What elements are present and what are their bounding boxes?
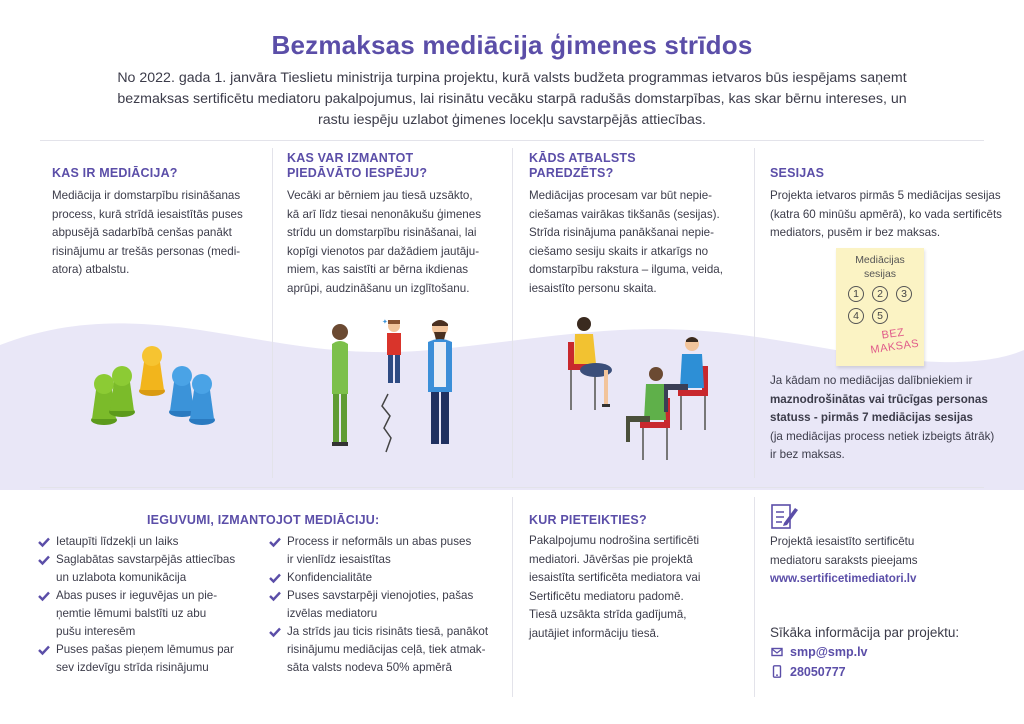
phone-number[interactable]: 28050777 (790, 665, 846, 679)
divider-col1 (272, 148, 273, 478)
benefits-list-right (269, 533, 488, 677)
check-icon (269, 536, 281, 548)
check-icon (38, 590, 50, 602)
col2-heading: KAS VAR IZMANTOT PIEDĀVĀTO IESPĒJU? (287, 151, 428, 180)
note-title-line-1: Mediācijas (855, 254, 905, 266)
info-heading: Sīkāka informācija par projektu: (770, 625, 960, 640)
session-number: 3 (896, 286, 912, 302)
list-item: Ietaupīti līdzekļi un laiks (38, 533, 235, 551)
col4-text-2: Ja kādam no mediācijas dalībniekiem ir maznodrošinātas vai trūcīgas personas statuss - pirmās 7 mediācijas sesijas (ja mediācijas process netiek izbeigts ātrāk) ir bez maksas. (770, 374, 995, 461)
phone-row (770, 665, 846, 679)
mediators-list-link[interactable]: www.sertificetimediatori.lv (770, 572, 917, 585)
divider-bottom-1 (512, 497, 513, 697)
benefits-list-left (38, 533, 235, 677)
list-item: Ja strīds jau ticis risināts tiesā, panākot risinājumu mediācijas ceļā, tiek atmak- sāta valsts nodeva 50% apmērā (269, 623, 488, 677)
col1-text: Mediācija ir domstarpību risināšanas process, kurā strīdā iesaistītās puses abpusējā sadarbībā cenšas panākt risinājumu ar trešās personas (medi- atora) atbalstu. (52, 189, 243, 276)
game-pieces-illustration (82, 340, 232, 432)
blue-piece-1 (169, 366, 195, 417)
envelope-icon (770, 647, 784, 657)
session-number: 4 (848, 308, 864, 324)
check-icon (38, 644, 50, 656)
session-number: 5 (872, 308, 888, 324)
page-title: Bezmaksas mediācija ģimenes strīdos (271, 30, 753, 60)
check-icon (269, 590, 281, 602)
list-item: Saglabātas savstarpējās attiecības un uzlabota komunikācija (38, 551, 235, 587)
email-row (770, 645, 868, 659)
blue-piece-2 (189, 374, 215, 425)
yellow-piece (139, 346, 165, 396)
document-pen-icon (770, 503, 800, 531)
check-icon (38, 536, 50, 548)
person-green (626, 367, 666, 442)
session-number: 2 (872, 286, 888, 302)
person-yellow (574, 317, 612, 407)
email-link[interactable]: smp@smp.lv (790, 645, 868, 659)
col2-text: Vecāki ar bērniem jau tiesā uzsākto, kā arī līdz tiesai nenonākušu ģimenes strīdu un domstarpību risināšanai, lai kopīgi vienotos par dažādiem jautāju- miem, kas saistīti ar bērna ikdienas aprūpi, audzināšanu un izglītošanu. (287, 189, 481, 295)
check-icon (269, 572, 281, 584)
divider-top (40, 140, 984, 141)
father-figure (428, 320, 452, 444)
free-stamp: BEZ MAKSAS (869, 326, 920, 357)
list-item: Puses savstarpēji vienojoties, pašas izvēlas mediatoru (269, 587, 488, 623)
list-item: Puses pašas pieņem lēmumus par sev izdevīgu strīda risinājumu (38, 641, 235, 677)
divider-col3 (754, 148, 755, 478)
divider-bottom-2 (754, 497, 755, 697)
check-icon (269, 626, 281, 638)
divider-middle (40, 487, 984, 488)
phone-icon (770, 665, 784, 678)
list-item: Process ir neformāls un abas puses ir vienlīdz iesaistītas (269, 533, 488, 569)
check-icon (38, 554, 50, 566)
divider-col2 (512, 148, 513, 478)
note-title-line-2: sesijas (863, 268, 897, 280)
sessions-sticky-note (836, 248, 924, 366)
benefits-heading: IEGUVUMI, IZMANTOJOT MEDIĀCIJU: (147, 513, 380, 527)
apply-heading: KUR PIETEIKTIES? (529, 513, 647, 527)
col1-heading: KAS IR MEDIĀCIJA? (52, 166, 178, 180)
mother-figure (332, 324, 348, 446)
svg-text:✦: ✦ (382, 318, 388, 326)
col3-text: Mediācijas procesam var būt nepie- ciešamas vairākas tikšanās (sesijas). Strīda risinājuma panākšanai nepie- ciešamo sesiju skaits ir atkarīgs no domstarpību rakstura – ilguma, veida, iesaistīto personu skaita. (529, 189, 723, 295)
session-number: 1 (848, 286, 864, 302)
green-piece-2 (109, 366, 135, 417)
mediation-session-illustration (560, 312, 720, 462)
col4-heading: SESIJAS (770, 166, 825, 180)
child-figure (382, 318, 401, 383)
list-text: Projektā iesaistīto sertificētu mediatoru saraksts pieejams www.sertificetimediatori.lv (770, 533, 918, 589)
col3-heading: KĀDS ATBALSTS PAREDZĒTS? (529, 151, 636, 180)
apply-text: Pakalpojumu nodrošina sertificēti mediatori. Jāvēršas pie projektā iesaistīta sertificēta mediatora vai Sertificētu mediatoru padomē. Tiesā uzsākta strīda gadījumā, jautājiet informāciju tiesā. (529, 534, 701, 640)
col4-text: Projekta ietvaros pirmās 5 mediācijas sesijas (katra 60 minūšu apmērā), ko vada sertificēts mediators, pusēm ir bez maksas. (770, 189, 1002, 239)
family-conflict-illustration (318, 314, 478, 454)
crack-line (382, 394, 391, 452)
list-item: Konfidencialitāte (269, 569, 488, 587)
intro-text: No 2022. gada 1. janvāra Tieslietu ministrija turpina projektu, kurā valsts budžeta programmas ietvaros būs iespējams saņemt bezmaksas sertificētu mediatoru pakalpojumus, lai risinātu vecāku starpā radušās domstarpības, kas skar bērnu intereses, un rastu iespēju uzlabot ģimenes locekļu savstarpējās attiecības. (117, 70, 907, 128)
list-item: Abas puses ir ieguvējas un pie- ņemtie lēmumi balstīti uz abu pušu interesēm (38, 587, 235, 641)
